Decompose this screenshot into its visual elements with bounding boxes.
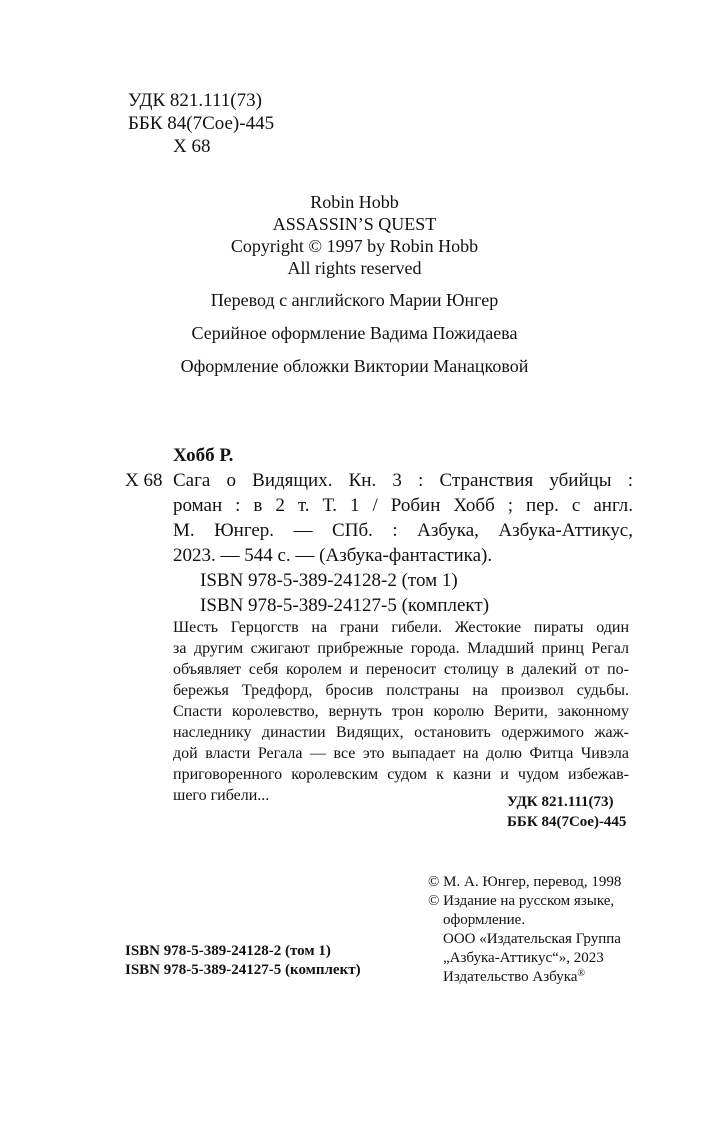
- annotation-line: бережья Тредфорд, бросив полстраны на произвол судьбы.: [173, 682, 629, 699]
- catalog-isbn-set: ISBN 978-5-389-24127-5 (комплект): [200, 595, 490, 616]
- annotation-line: наследнику династии Видящих, остановить одержимого жаж-: [173, 724, 629, 741]
- catalog-line: 2023. — 544 с. — (Азбука-фантастика).: [173, 545, 493, 566]
- catalog-heading: Хобб Р.: [173, 445, 234, 466]
- copyright-design: оформление.: [443, 912, 526, 928]
- series-design-credit: Серийное оформление Вадима Пожидаева: [191, 323, 518, 343]
- catalog-line: Сага о Видящих. Кн. 3 : Странствия убийцы :: [173, 470, 633, 491]
- catalog-line: М. Юнгер. — СПб. : Азбука, Азбука-Аттикус,: [173, 520, 633, 541]
- annotation-line: Спасти королевство, вернуть трон королю Верити, законному: [173, 703, 629, 720]
- copyright-publisher-group: ООО «Издательская Группа: [443, 931, 621, 947]
- bbk-code: ББК 84(7Сое)-445: [128, 113, 275, 134]
- cover-design-credit: Оформление обложки Виктории Манацковой: [180, 356, 529, 376]
- catalog-line: роман : в 2 т. Т. 1 / Робин Хобб ; пер. с англ.: [173, 495, 633, 516]
- udk-code: УДК 821.111(73): [128, 90, 262, 111]
- translator-credit: Перевод с английского Марии Юнгер: [210, 290, 499, 310]
- original-copyright: Copyright © 1997 by Robin Hobb: [230, 236, 479, 256]
- copyright-imprint-name: Издательство Азбука: [443, 969, 578, 985]
- author-mark: Х 68: [173, 136, 211, 157]
- annotation-line: за другим сжигают прибрежные города. Младший принц Регал: [173, 640, 629, 657]
- copyright-edition: © Издание на русском языке,: [428, 893, 615, 909]
- copyright-translation: © М. А. Юнгер, перевод, 1998: [428, 874, 622, 890]
- copyright-publisher-name: „Азбука-Аттикус“», 2023: [443, 950, 604, 966]
- annotation-line: объявляет себя королем и переносит столицу в далекий от по-: [173, 661, 629, 678]
- annotation-line: дой власти Регала — все это выпадает на долю Фитца Чивэла: [173, 745, 629, 762]
- copyright-imprint: [443, 969, 585, 986]
- original-rights: All rights reserved: [287, 258, 422, 278]
- annotation-line: приговоренного королевским судом к казни и чудом избежав-: [173, 766, 629, 783]
- original-author: Robin Hobb: [310, 192, 399, 212]
- catalog-isbn-volume: ISBN 978-5-389-24128-2 (том 1): [200, 570, 458, 591]
- annotation-udk: УДК 821.111(73): [507, 794, 614, 810]
- annotation-line: Шесть Герцогств на грани гибели. Жестокие пираты один: [173, 619, 629, 636]
- registered-mark: ®: [577, 968, 586, 979]
- isbn-volume: ISBN 978-5-389-24128-2 (том 1): [125, 943, 331, 959]
- original-title: ASSASSIN’S QUEST: [272, 214, 437, 234]
- annotation-bbk: ББК 84(7Сое)-445: [507, 814, 627, 830]
- catalog-mark: Х 68: [125, 470, 163, 491]
- isbn-set: ISBN 978-5-389-24127-5 (комплект): [125, 962, 361, 978]
- annotation-line: шего гибели...: [173, 787, 270, 804]
